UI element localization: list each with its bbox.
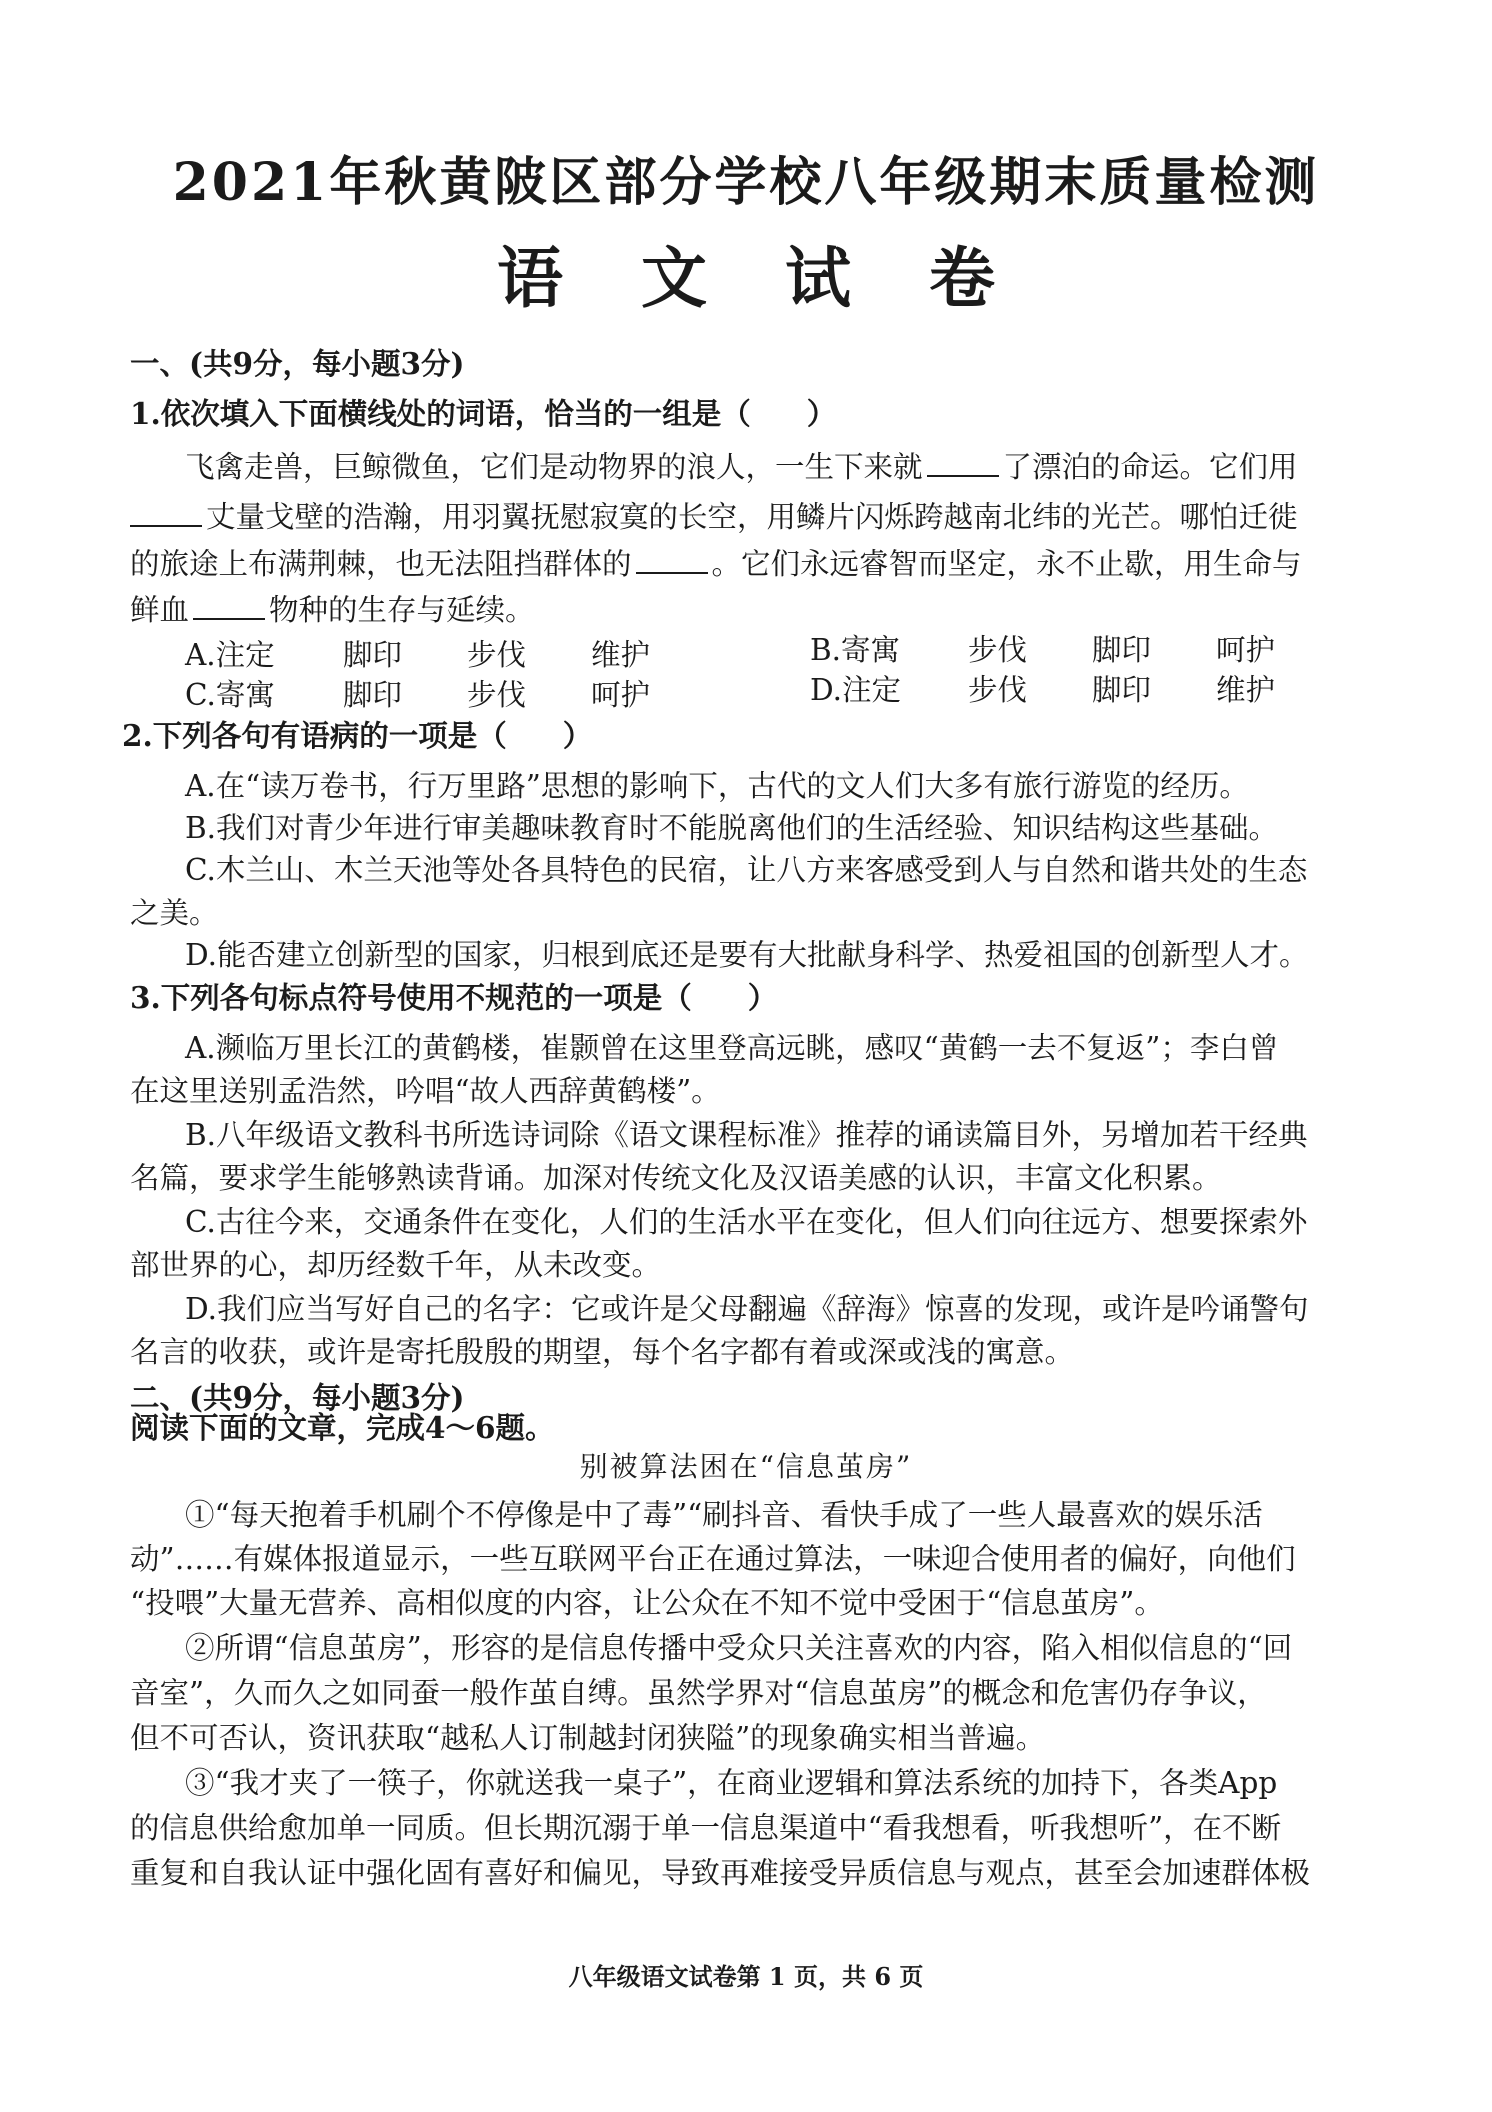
article-line: 的信息供给愈加单一同质。但长期沉溺于单一信息渠道中“看我想看，听我想听”，在不断 <box>130 1811 1282 1845</box>
q1-passage-line-4: 鲜血 物种的生存与延续。 <box>130 593 535 627</box>
article-line: ②所谓“信息茧房”，形容的是信息传播中受众只关注喜欢的内容，陷入相似信息的“回 <box>185 1631 1293 1665</box>
question-1-stem-close: ） <box>806 396 837 431</box>
q2-option-b: B.我们对青少年进行审美趣味教育时不能脱离他们的生活经验、知识结构这些基础。 <box>185 811 1279 845</box>
q1-option-a: A.注定 脚印 步伐 维护 <box>185 638 651 672</box>
answer-blank-3 <box>636 546 708 574</box>
q2-option-a: A.在“读万卷书，行万里路”思想的影响下，古代的文人们大多有旅行游览的经历。 <box>185 769 1249 803</box>
article-line: “投喂”大量无营养、高相似度的内容，让公众在不知不觉中受困于“信息茧房”。 <box>130 1586 1164 1620</box>
q1-option-b: B.寄寓 步伐 脚印 呵护 <box>810 633 1276 667</box>
answer-blank-1 <box>927 449 999 477</box>
article-title: 别被算法困在“信息茧房” <box>579 1450 913 1483</box>
q3-option-c-cont: 部世界的心，却历经数千年，从未改变。 <box>130 1248 662 1282</box>
section-1-heading: 一、(共9分，每小题3分) <box>130 346 465 381</box>
answer-blank-4 <box>193 592 265 620</box>
question-1-stem-text: 1.依次填入下面横线处的词语，恰当的一组是（ <box>130 396 751 431</box>
q1-option-d: D.注定 步伐 脚印 维护 <box>810 673 1276 707</box>
q1-option-c: C.寄寓 脚印 步伐 呵护 <box>185 678 651 712</box>
exam-subject-title: 语文试卷 <box>497 239 1073 317</box>
section-2-heading: 二、(共9分，每小题3分) <box>130 1380 465 1415</box>
q2-option-c-cont: 之美。 <box>130 896 219 930</box>
q3-option-d-cont: 名言的收获，或许是寄托殷殷的期望，每个名字都有着或深或浅的寓意。 <box>130 1335 1075 1369</box>
question-1-stem <box>130 394 1370 434</box>
q3-option-d: D.我们应当写好自己的名字：它或许是父母翻遍《辞海》惊喜的发现，或许是吟诵警句 <box>185 1292 1309 1326</box>
q3-option-b: B.八年级语文教科书所选诗词除《语文课程标准》推荐的诵读篇目外，另增加若干经典 <box>185 1118 1308 1152</box>
q2-option-d: D.能否建立创新型的国家，归根到底还是要有大批献身科学、热爱祖国的创新型人才。 <box>185 938 1309 972</box>
exam-title: 2021年秋黄陂区部分学校八年级期末质量检测 <box>172 152 1320 213</box>
answer-blank-2 <box>130 499 202 527</box>
page-footer: 八年级语文试卷第 1 页，共 6 页 <box>568 1962 924 1991</box>
q1-passage-line-3: 的旅途上布满荆棘，也无法阻挡群体的 。它们永远睿智而坚定，永不止歇，用生命与 <box>130 547 1302 581</box>
q1-passage-line-2: 丈量戈壁的浩瀚，用羽翼抚慰寂寞的长空，用鳞片闪烁跨越南北纬的光芒。哪怕迁徙 <box>130 497 1370 537</box>
question-3-stem: 3.下列各句标点符号使用不规范的一项是（ ） <box>130 980 778 1015</box>
question-2-stem: 2.下列各句有语病的一项是（ ） <box>122 718 593 753</box>
q1-passage-line-1: 飞禽走兽，巨鲸微鱼，它们是动物界的浪人，一生下来就 了漂泊的命运。它们用 <box>185 450 1298 484</box>
article-line: 音室”，久而久之如同蚕一般作茧自缚。虽然学界对“信息茧房”的概念和危害仍存争议， <box>130 1676 1267 1710</box>
article-line: ③“我才夹了一筷子，你就送我一桌子”，在商业逻辑和算法系统的加持下，各类App <box>185 1766 1278 1800</box>
q3-option-a: A.濒临万里长江的黄鹤楼，崔颢曾在这里登高远眺，感叹“黄鹤一去不复返”；李白曾 <box>185 1031 1279 1065</box>
article-line: ①“每天抱着手机刷个不停像是中了毒”“刷抖音、看快手成了一些人最喜欢的娱乐活 <box>185 1498 1263 1532</box>
article-line: 动”……有媒体报道显示，一些互联网平台正在通过算法，一味迎合使用者的偏好，向他们 <box>130 1542 1296 1576</box>
q3-option-b-cont: 名篇，要求学生能够熟读背诵。加深对传统文化及汉语美感的认识，丰富文化积累。 <box>130 1161 1222 1195</box>
q3-option-c: C.古往今来，交通条件在变化，人们的生活水平在变化，但人们向往远方、想要探索外 <box>185 1205 1308 1239</box>
q3-option-a-cont: 在这里送别孟浩然，吟唱“故人西辞黄鹤楼”。 <box>130 1074 721 1108</box>
article-line: 但不可否认，资讯获取“越私人订制越封闭狭隘”的现象确实相当普遍。 <box>130 1721 1046 1755</box>
q2-option-c: C.木兰山、木兰天池等处各具特色的民宿，让八方来客感受到人与自然和谐共处的生态 <box>185 853 1308 887</box>
article-line: 重复和自我认证中强化固有喜好和偏见，导致再难接受异质信息与观点，甚至会加速群体极 <box>130 1856 1311 1890</box>
section-2-instruction: 阅读下面的文章，完成4～6题。 <box>130 1410 555 1445</box>
